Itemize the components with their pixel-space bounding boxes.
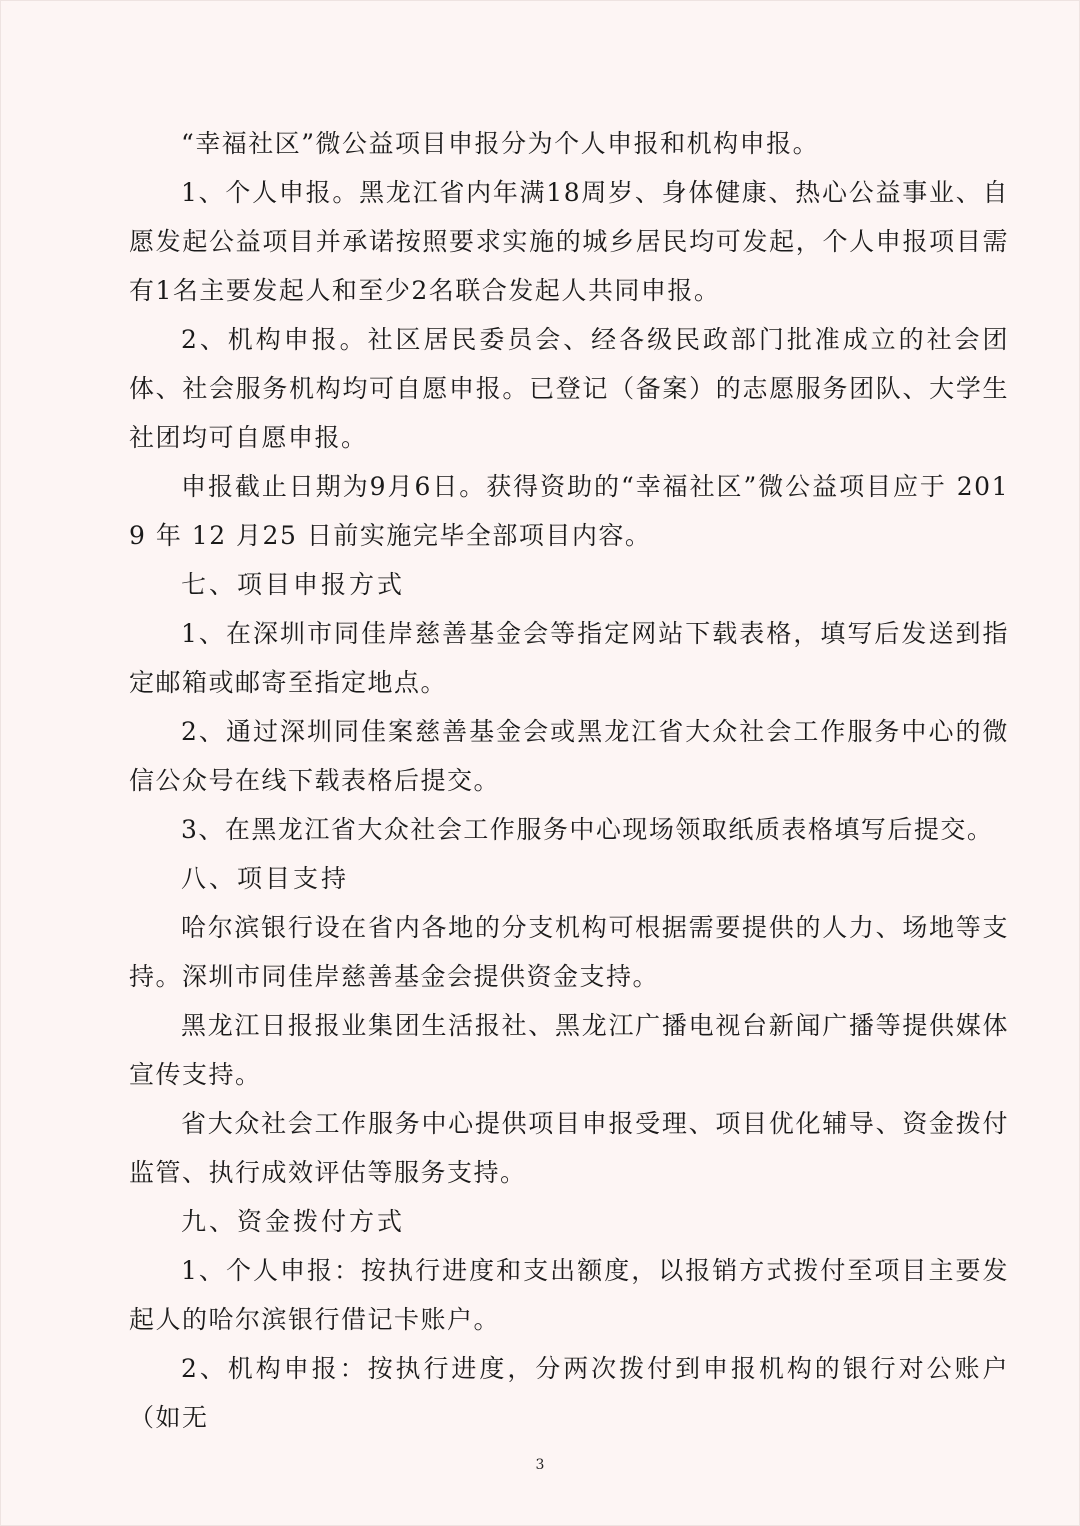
paragraph-deadline: 申报截止日期为9月6日。获得资助的“幸福社区”微公益项目应于 2019 年 12 月25 日前实施完毕全部项目内容。	[129, 472, 1009, 550]
paragraph-method-onsite: 3、在黑龙江省大众社会工作服务中心现场领取纸质表格填写后提交。	[181, 815, 994, 844]
paragraph-intro: “幸福社区”微公益项目申报分为个人申报和机构申报。	[181, 129, 820, 158]
paragraph-support-media: 黑龙江日报报业集团生活报社、黑龙江广播电视台新闻广播等提供媒体宣传支持。	[129, 1011, 1009, 1089]
paragraph-individual-application: 1、个人申报。黑龙江省内年满18周岁、身体健康、热心公益事业、自愿发起公益项目并承诺按照要求实施的城乡居民均可发起，个人申报项目需有1名主要发起人和至少2名联合发起人共同申报。	[129, 178, 1009, 305]
page-number: 3	[535, 1457, 545, 1473]
paragraph-funding-institution: 2、机构申报：按执行进度，分两次拨付到申报机构的银行对公账户（如无	[129, 1354, 1009, 1432]
section-heading-project-support: 八、项目支持	[181, 864, 350, 893]
section-heading-funding-method: 九、资金拨付方式	[181, 1207, 406, 1236]
paragraph-method-download: 1、在深圳市同佳岸慈善基金会等指定网站下载表格，填写后发送到指定邮箱或邮寄至指定地点。	[129, 619, 1009, 697]
paragraph-method-wechat: 2、通过深圳同佳案慈善基金会或黑龙江省大众社会工作服务中心的微信公众号在线下载表格后提交。	[129, 717, 1009, 795]
paragraph-institution-application: 2、机构申报。社区居民委员会、经各级民政部门批准成立的社会团体、社会服务机构均可自愿申报。已登记（备案）的志愿服务团队、大学生社团均可自愿申报。	[129, 325, 1009, 452]
section-heading-application-method: 七、项目申报方式	[181, 570, 406, 599]
document-body	[129, 119, 1009, 1442]
paragraph-support-center: 省大众社会工作服务中心提供项目申报受理、项目优化辅导、资金拨付监管、执行成效评估等服务支持。	[129, 1109, 1009, 1187]
paragraph-funding-individual: 1、个人申报：按执行进度和支出额度，以报销方式拨付至项目主要发起人的哈尔滨银行借记卡账户。	[129, 1256, 1009, 1334]
paragraph-support-bank: 哈尔滨银行设在省内各地的分支机构可根据需要提供的人力、场地等支持。深圳市同佳岸慈善基金会提供资金支持。	[129, 913, 1009, 991]
